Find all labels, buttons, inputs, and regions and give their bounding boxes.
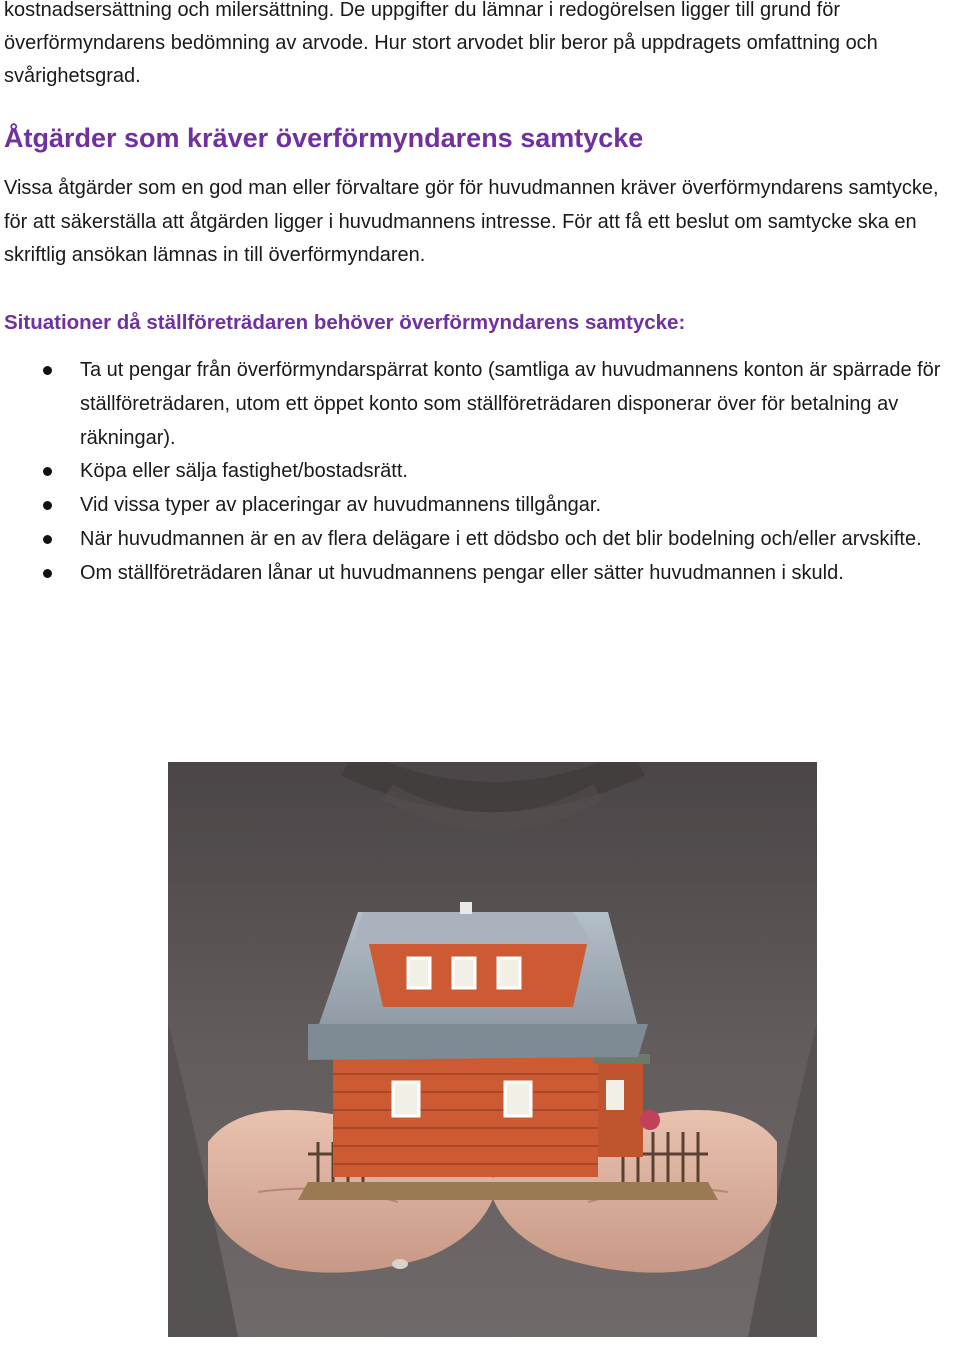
intro-text: kostnadsersättning och milersättning. De uppgifter du lämnar i redogörelsen ligger till grund för överförmyndarens bedömning av arvode. Hur stort arvodet blir beror på uppdragets omfattning och svårighetsgrad. bbox=[4, 0, 878, 87]
list-item bbox=[0, 489, 960, 523]
bullet-icon bbox=[43, 501, 52, 510]
situations-list bbox=[0, 354, 960, 591]
list-item bbox=[0, 455, 960, 489]
list-item-text: Ta ut pengar från överförmyndarspärrat konto (samtliga av huvudmannens konton är spärrade för ställföreträdaren, utom ett öppet konto som ställföreträdaren disponerar över för betalning av räkningar). bbox=[80, 359, 941, 449]
list-item-text: När huvudmannen är en av flera delägare i ett dödsbo och det blir bodelning och/eller arvskifte. bbox=[80, 527, 922, 550]
section-paragraph: Vissa åtgärder som en god man eller förvaltare gör för huvudmannen kräver överförmyndarens samtycke, för att säkerställa att åtgärden ligger i huvudmannens intresse. För att få ett beslut om samtycke ska en skriftlig ansökan lämnas in till överförmyndaren. bbox=[4, 177, 939, 266]
bullet-icon bbox=[43, 467, 52, 476]
bullet-icon bbox=[43, 366, 52, 375]
house-in-hands-photo bbox=[168, 762, 817, 1337]
list-item bbox=[0, 354, 960, 455]
list-item-text: Vid vissa typer av placeringar av huvudmannens tillgångar. bbox=[80, 494, 602, 517]
list-item-text: Köpa eller sälja fastighet/bostadsrätt. bbox=[80, 460, 408, 483]
situations-heading: Situationer då ställföreträdaren behöver överförmyndarens samtycke: bbox=[4, 311, 686, 334]
list-item bbox=[0, 523, 960, 557]
bullet-icon bbox=[43, 535, 52, 544]
intro-paragraph bbox=[4, 0, 956, 93]
list-item bbox=[0, 557, 960, 591]
list-item-text: Om ställföreträdaren lånar ut huvudmannens pengar eller sätter huvudmannen i skuld. bbox=[80, 561, 844, 584]
section-heading: Åtgärder som kräver överförmyndarens samtycke bbox=[4, 123, 644, 153]
bullet-icon bbox=[43, 569, 52, 578]
